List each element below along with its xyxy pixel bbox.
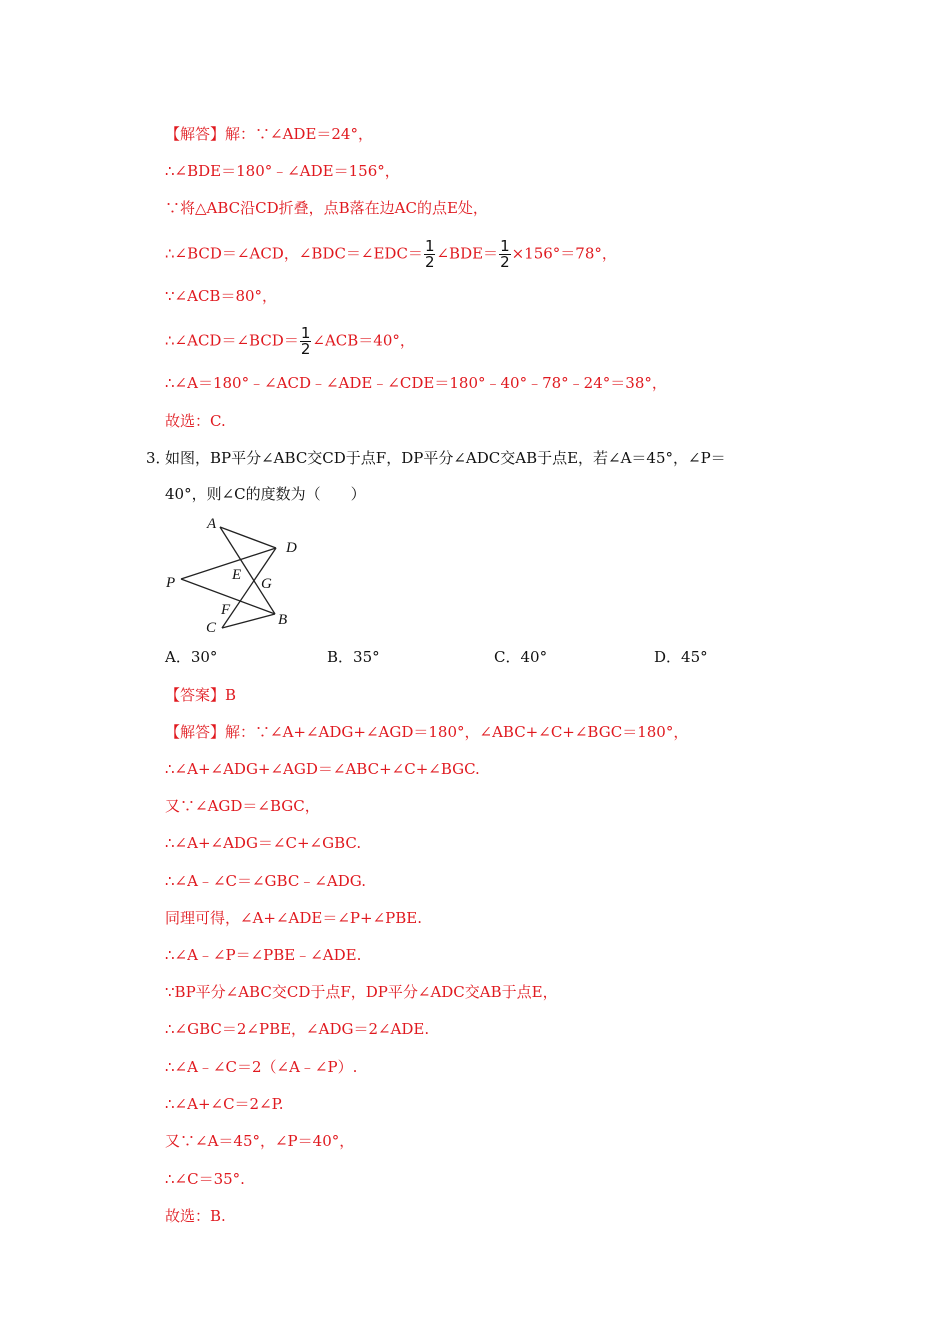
label-F: F	[221, 602, 231, 618]
question-text-line-2: 40°，则∠C的度数为（ ）	[165, 485, 366, 503]
solution-line-11: ∴∠A+∠C＝2∠P.	[165, 1095, 284, 1113]
prev-solution-line-8: 故选：C.	[165, 412, 226, 430]
solution-line-12: 又∵∠A＝45°，∠P＝40°，	[165, 1132, 355, 1150]
answer-label: 【答案】	[165, 686, 226, 704]
solution-line-14: 故选：B.	[165, 1207, 226, 1225]
solution-line-4: ∴∠A+∠ADG＝∠C+∠GBC.	[165, 834, 362, 852]
prev-solution-line-3: ∵将△ABC沿CD折叠，点B落在边AC的点E处，	[165, 199, 488, 217]
fraction-half: $\frac{1}{2}$	[424, 237, 435, 271]
label-G: G	[261, 576, 272, 592]
solution-line-13: ∴∠C＝35°.	[165, 1170, 245, 1188]
solution-line-7: ∴∠A﹣∠P＝∠PBE﹣∠ADE.	[165, 946, 362, 964]
answer-value: B	[225, 686, 237, 704]
solution-line-2: ∴∠A+∠ADG+∠AGD＝∠ABC+∠C+∠BGC.	[165, 760, 480, 778]
geometry-figure	[160, 512, 310, 637]
label-C: C	[206, 620, 217, 636]
fraction-half: $\frac{1}{2}$	[300, 324, 311, 358]
solution-label: 【解答】	[165, 723, 226, 741]
answer-line	[165, 684, 236, 706]
prev-solution-line-7: ∴∠A＝180°﹣∠ACD﹣∠ADE﹣∠CDE＝180°﹣40°﹣78°﹣24°＝38°，	[165, 374, 667, 392]
prev-solution-line-6: ∴∠ACD＝∠BCD＝ $\frac{1}{2}$ ∠ACB＝40°，	[165, 324, 415, 358]
question-text-line-1: 如图，BP平分∠ABC交CD于点F，DP平分∠ADC交AB于点E，若∠A＝45°，∠P＝	[165, 449, 726, 467]
label-D: D	[286, 540, 297, 556]
prev-solution-line-1: 【解答】解：∵∠ADE＝24°，	[165, 125, 373, 143]
solution-line-10: ∴∠A﹣∠C＝2（∠A﹣∠P）.	[165, 1058, 358, 1076]
prev-solution-line-5: ∵∠ACB＝80°，	[165, 287, 278, 305]
option-d: D．45°	[654, 648, 708, 666]
solution-line-3: 又∵∠AGD＝∠BGC，	[165, 797, 320, 815]
prev-solution-line-4: ∴∠BCD＝∠ACD，∠BDC＝∠EDC＝ $\frac{1}{2}$ ∠BDE＝ $\frac{1}{2}$ ×156°＝78°，	[165, 237, 617, 271]
solution-line-5: ∴∠A﹣∠C＝∠GBC﹣∠ADG.	[165, 872, 366, 890]
solution-line-8: ∵BP平分∠ABC交CD于点F，DP平分∠ADC交AB于点E，	[165, 983, 558, 1001]
label-B: B	[278, 612, 288, 628]
solution-line-9: ∴∠GBC＝2∠PBE，∠ADG＝2∠ADE.	[165, 1020, 430, 1038]
label-A: A	[207, 516, 217, 532]
segment-PD	[181, 548, 276, 579]
solution-line-1: 【解答】解：∵∠A+∠ADG+∠AGD＝180°，∠ABC+∠C+∠BGC＝180°，	[165, 723, 689, 741]
solution-line-6: 同理可得，∠A+∠ADE＝∠P+∠PBE.	[165, 909, 422, 927]
option-b: B．35°	[327, 648, 380, 666]
option-c: C．40°	[494, 648, 548, 666]
label-P: P	[166, 575, 176, 591]
label-E: E	[232, 567, 242, 583]
prev-solution-label: 【解答】	[165, 125, 226, 143]
segment-AD	[220, 527, 276, 548]
prev-solution-line-2: ∴∠BDE＝180°﹣∠ADE＝156°，	[165, 162, 400, 180]
segment-AB	[220, 527, 275, 614]
option-a: A．30°	[165, 648, 218, 666]
question-number: 3．	[146, 449, 171, 467]
fraction-half: $\frac{1}{2}$	[500, 237, 510, 271]
